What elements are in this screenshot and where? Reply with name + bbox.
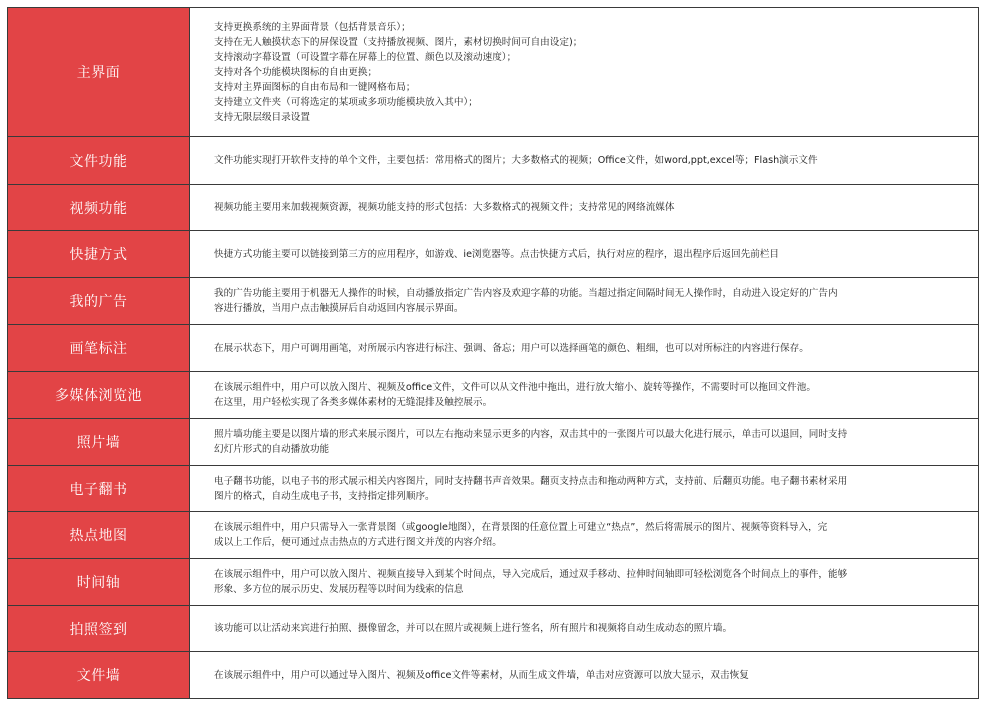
feature-description	[190, 512, 979, 559]
description-line: 视频功能主要用来加载视频资源，视频功能支持的形式包括：大多数格式的视频文件；支持常见的网络流媒体	[214, 202, 675, 213]
description-line: 在该展示组件中，用户可以放入图片、视频直接导入到某个时间点，导入完成后，通过双手移动、拉伸时间轴即可轻松浏览各个时间点上的事件，能够	[214, 569, 848, 580]
description-line: 支持对主界面图标的自由布局和一键网格布局；	[214, 81, 416, 93]
description-line: 在展示状态下，用户可调用画笔，对所展示内容进行标注、强调、备忘；用户可以选择画笔的颜色、粗细，也可以对所标注的内容进行保存。	[214, 342, 809, 354]
feature-row	[8, 8, 979, 137]
feature-row	[8, 419, 979, 466]
description-line: 支持更换系统的主界面背景（包括背景音乐）；	[214, 21, 411, 33]
description-line: 幻灯片形式的自动播放功能	[214, 444, 330, 455]
description-line: 图片的格式，自动生成电子书，支持指定排列顺序。	[214, 490, 435, 502]
description-line: 容进行播放，当用户点击触摸屏后自动返回内容展示界面。	[214, 303, 464, 314]
feature-name: 热点地图	[8, 512, 190, 559]
feature-description	[190, 325, 979, 372]
description-line: 成以上工作后，便可通过点击热点的方式进行图文并茂的内容介绍。	[214, 537, 502, 548]
feature-name: 照片墙	[8, 419, 190, 466]
description-line: 快捷方式功能主要可以链接到第三方的应用程序，如游戏、ie浏览器等。点击快捷方式后，执行对应的程序，退出程序后返回先前栏目	[214, 248, 780, 260]
feature-row	[8, 185, 979, 231]
description-line: 电子翻书功能，以电子书的形式展示相关内容图片，同时支持翻书声音效果。翻页支持点击和拖动两种方式，支持前、后翻页功能。电子翻书素材采用	[214, 475, 848, 487]
description-line: 支持滚动字幕设置（可设置字幕在屏幕上的位置、颜色以及滚动速度）；	[214, 51, 517, 63]
feature-row	[8, 137, 979, 185]
description-line: 支持建立文件夹（可将选定的某项或多项功能模块放入其中）；	[214, 96, 478, 108]
feature-row	[8, 231, 979, 278]
feature-row	[8, 512, 979, 559]
description-line: 在该展示组件中，用户可以通过导入图片、视频及office文件等素材，从而生成文件墙，单击对应资源可以放大显示，双击恢复	[214, 669, 749, 681]
feature-row	[8, 559, 979, 606]
feature-name: 时间轴	[8, 559, 190, 606]
feature-description	[190, 419, 979, 466]
description-line: 支持无限层级目录设置	[214, 111, 310, 123]
description-line: 形象、多方位的展示历史、发展历程等以时间为线索的信息	[214, 584, 464, 595]
feature-description	[190, 606, 979, 652]
feature-name: 快捷方式	[8, 231, 190, 278]
feature-name: 文件功能	[8, 137, 190, 185]
feature-name: 电子翻书	[8, 466, 190, 512]
description-line: 在该展示组件中，用户可以放入图片、视频及office文件，文件可以从文件池中拖出，进行放大缩小、旋转等操作，不需要时可以拖回文件池。	[214, 382, 816, 393]
feature-description	[190, 8, 979, 137]
description-line: 在这里，用户轻松实现了各类多媒体素材的无缝混排及触控展示。	[214, 397, 493, 408]
description-line: 在该展示组件中，用户只需导入一张背景图（或google地图），在背景图的任意位置上可建立“热点”，然后将需展示的图片、视频等资料导入，完	[214, 522, 828, 533]
feature-row	[8, 278, 979, 325]
feature-table	[7, 7, 979, 699]
feature-name: 我的广告	[8, 278, 190, 325]
feature-description	[190, 559, 979, 606]
feature-description	[190, 278, 979, 325]
description-line: 该功能可以让活动来宾进行拍照、摄像留念，并可以在照片或视频上进行签名，所有照片和视频将自动生成动态的照片墙。	[214, 623, 733, 634]
feature-description	[190, 466, 979, 512]
feature-name: 多媒体浏览池	[8, 372, 190, 419]
description-line: 文件功能实现打开软件支持的单个文件，主要包括：常用格式的图片；大多数格式的视频；Office文件，如word,ppt,excel等；Flash演示文件	[214, 155, 818, 166]
description-line: 支持在无人触摸状态下的屏保设置（支持播放视频、图片，素材切换时间可自由设定)；	[214, 36, 583, 48]
description-line: 我的广告功能主要用于机器无人操作的时候，自动播放指定广告内容及欢迎字幕的功能。当超过指定间隔时间无人操作时，自动进入设定好的广告内	[214, 288, 838, 299]
feature-row	[8, 372, 979, 419]
feature-name: 视频功能	[8, 185, 190, 231]
feature-name: 画笔标注	[8, 325, 190, 372]
feature-name: 主界面	[8, 8, 190, 137]
feature-description	[190, 652, 979, 699]
feature-description	[190, 185, 979, 231]
feature-row	[8, 606, 979, 652]
feature-name: 拍照签到	[8, 606, 190, 652]
description-line: 照片墙功能主要是以图片墙的形式来展示图片，可以左右拖动来显示更多的内容，双击其中的一张图片可以最大化进行展示，单击可以退回，同时支持	[214, 429, 848, 440]
feature-name: 文件墙	[8, 652, 190, 699]
feature-description	[190, 372, 979, 419]
feature-row	[8, 652, 979, 699]
feature-description	[190, 231, 979, 278]
feature-row	[8, 325, 979, 372]
description-line: 支持对各个功能模块图标的自由更换；	[214, 66, 378, 78]
feature-description	[190, 137, 979, 185]
feature-row	[8, 466, 979, 512]
